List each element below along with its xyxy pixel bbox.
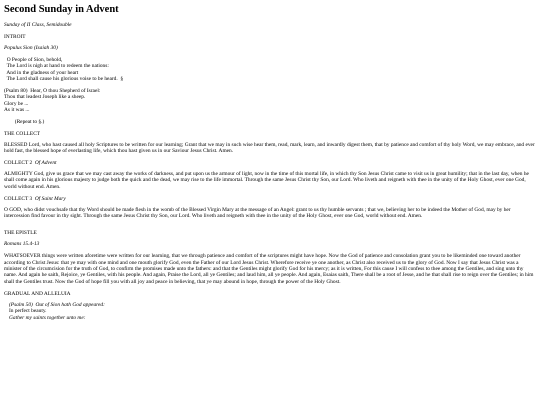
collect2-label: COLLECT 2 [4, 160, 33, 167]
gradual-line: Gather my saints together unto me: [9, 314, 86, 321]
gradual-line: (Psalm 50) Out of Sion hath God appeared: [9, 301, 105, 308]
introit-psalm [4, 88, 536, 114]
epistle-source: Romans 15.4-13 [4, 241, 40, 248]
introit-verse-line: The Lord shall cause his glorious voise to be heard. § [4, 75, 124, 82]
page-title: Second Sunday in Advent [4, 4, 119, 15]
collect2-heading [4, 160, 536, 166]
page-subtitle: Sunday of II Class, Semidouble [4, 22, 72, 28]
introit-verse-line: And in the gladness of your heart [4, 69, 79, 76]
introit-psalm-line: As it was ... [4, 107, 30, 114]
gradual-line: In perfect beauty. [9, 308, 47, 315]
collect-text: BLESSED Lord, who hast caused all holy Scriptures to be written for our learning; Grant that we may in such wise hear them, read, mark, learn, and inwardly digest them, that by patience and comfort of thy holy Word, we may embrace, and ever hold fast, the blessed hope of everlasting life, which thou hast given us in our Saviour Jesus Christ. Amen. [4, 141, 535, 155]
introit-source: Populus Sion (Isaiah 30) [4, 44, 58, 51]
introit-verse [4, 57, 536, 83]
introit-heading: INTROIT [4, 33, 26, 40]
collect3-source: Of Saint Mary [34, 195, 66, 202]
collect3-text: O GOD, who didst vouchsafe that thy Word should be made flesh in the womb of the Blessed Virgin Mary at the message of an Angel: grant to us thy humble servants ; that we, believing her to be indeed the Mother of God, may by her intercession find favour in thy sight. Through the same Jesus Christ thy Son, our Lord. Who liveth and reigneth with thee in the unity of the Holy Ghost, ever one God, world without end. Amen. [4, 206, 511, 220]
gradual-text [4, 302, 536, 321]
collect2-text: ALMIGHTY God, give us grace that we may cast away the works of darkness, and put upon us the armour of light, now in the time of this mortal life, in which thy Son Jesus Christ came to visit us in great humility; that in the last day, when he shall come again in his glorious majesty to judge both the quick and the dead, we may rise to the life immortal. Through the same Jesus Christ thy Son, our Lord. Who liveth and reigneth with thee in the unity of the Holy Ghost, ever one God, world without end. Amen. [4, 171, 529, 190]
introit-psalm-line: Glory be ... [4, 100, 29, 107]
collect-heading: THE COLLECT [4, 130, 41, 137]
gradual-heading: GRADUAL AND ALLELUIA [4, 290, 71, 297]
introit-psalm-line: Thou that leadest Joseph like a sheep. [4, 94, 86, 101]
introit-verse-line: The Lord is nigh at hand to redeem the nations: [4, 63, 109, 70]
introit-verse-line: O People of Sion, behold, [4, 56, 63, 63]
collect3-label: COLLECT 3 [4, 195, 33, 202]
collect3-heading [4, 196, 536, 202]
introit-repeat: (Repeat to §.) [4, 118, 45, 125]
epistle-heading: THE EPISTLE [4, 230, 37, 237]
epistle-text: WHATSOEVER things were written aforetime were written for our learning, that we through patience and comfort of the scriptures might have hope. Now the God of patience and consolation grant you to be likeminded one toward another according to Christ Jesus: that ye may with one mind and one mouth glorify God, even the Father of our Lord Jesus Christ. Wherefore receive ye one another, as Christ also received us to the glory of God. Now I say that Jesus Christ was a minister of the circumcision for the truth of God, to confirm the promises made unto the fathers: and that the Gentiles might glorify God for his mercy; as it is written, For this cause I will confess to thee among the Gentiles, and sing unto thy name. And again he saith, Rejoice, ye Gentiles, with his people. And again, Praise the Lord, all ye Gentiles; and laud him, all ye people. And again, Esaias saith, There shall be a root of Jesse, and he that shall rise to reign over the Gentiles; in him shall the Gentiles trust. Now the God of hope fill you with all joy and peace in believing, that ye may abound in hope, through the power of the Holy Ghost. [4, 253, 534, 285]
collect2-source: Of Advent [34, 160, 57, 167]
introit-psalm-line: (Psalm 80) Hear, O thou Shepherd of Israel: [4, 87, 101, 94]
